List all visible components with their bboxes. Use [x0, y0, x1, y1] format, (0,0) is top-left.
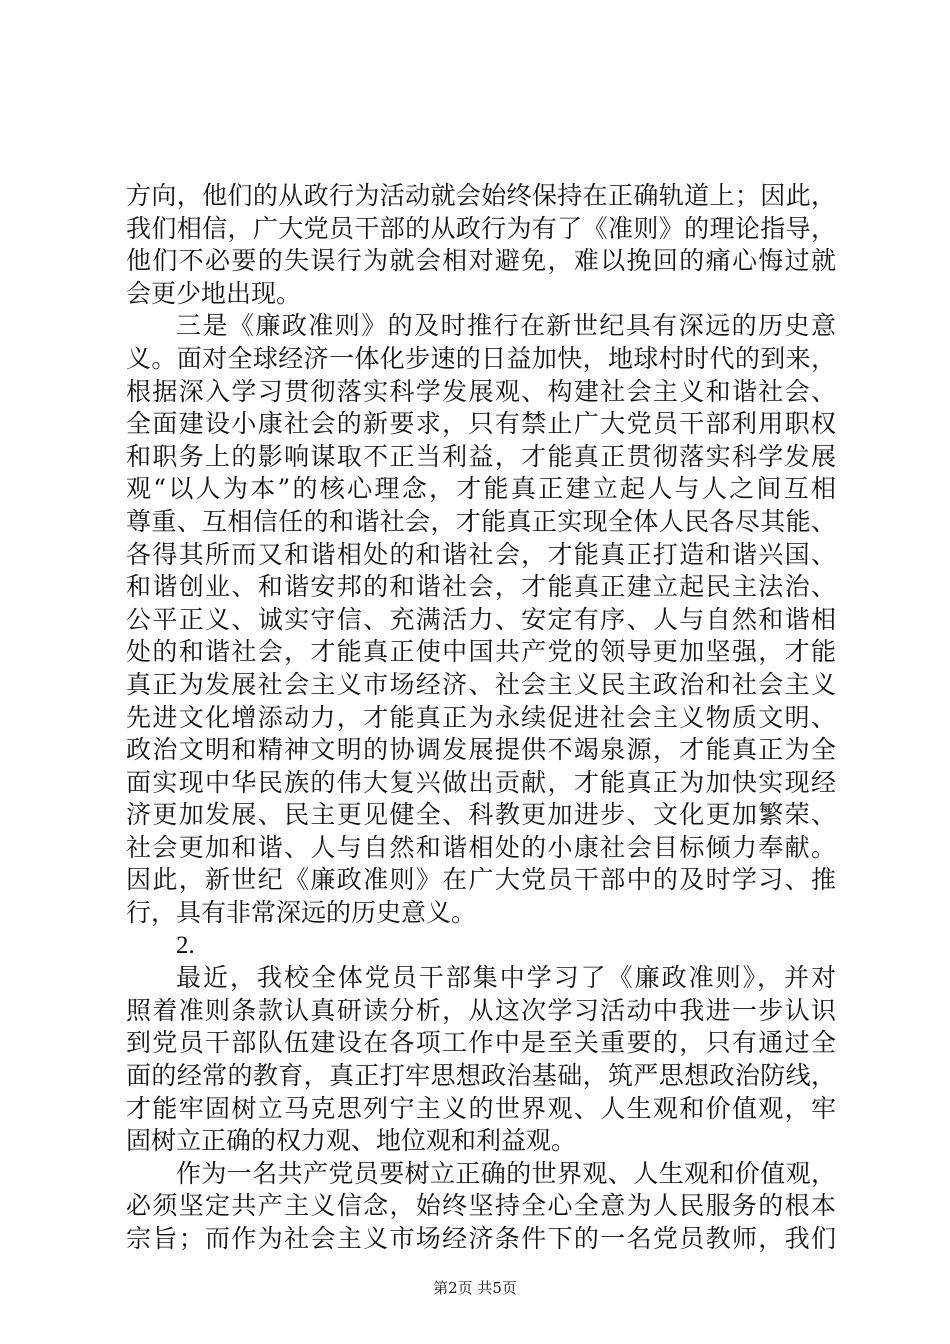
text-line: 行，具有非常深远的历史意义。: [126, 898, 477, 928]
text-line: 作为一名共产党员要树立正确的世界观、人生观和价值观，: [176, 1158, 836, 1188]
text-line: 他们不必要的失误行为就会相对避免，难以挽回的痛心悔过就: [126, 246, 836, 276]
text-line: 因此，新世纪《廉政准则》在广大党员干部中的及时学习、推: [126, 865, 836, 895]
text-line: 政治文明和精神文明的协调发展提供不竭泉源，才能真正为全: [126, 735, 836, 765]
text-line: 必须坚定共产主义信念，始终坚持全心全意为人民服务的根本: [126, 1191, 836, 1221]
text-line: 全面建设小康社会的新要求，只有禁止广大党员干部利用职权: [126, 409, 836, 439]
document-body: [126, 180, 836, 1256]
text-line: 义。面对全球经济一体化步速的日益加快，地球村时代的到来，: [126, 343, 836, 373]
text-line: 方向，他们的从政行为活动就会始终保持在正确轨道上；因此，: [126, 181, 836, 210]
text-line: 处的和谐社会，才能真正使中国共产党的领导更加坚强，才能: [126, 637, 836, 667]
text-line: 和谐创业、和谐安邦的和谐社会，才能真正建立起民主法治、: [126, 572, 836, 602]
text-line: 我们相信，广大党员干部的从政行为有了《准则》的理论指导，: [126, 213, 836, 243]
text-line: 三是《廉政准则》的及时推行在新世纪具有深远的历史意: [176, 311, 836, 341]
text-line: 观“以人为本”的核心理念，才能真正建立起人与人之间互相: [126, 474, 836, 504]
text-line: 社会更加和谐、人与自然和谐相处的小康社会目标倾力奉献。: [126, 832, 836, 862]
text-line: 和职务上的影响谋取不正当利益，才能真正贯彻落实科学发展: [126, 441, 836, 471]
text-line: 尊重、互相信任的和谐社会，才能真正实现全体人民各尽其能、: [126, 506, 836, 536]
text-line: 面实现中华民族的伟大复兴做出贡献，才能真正为加快实现经: [126, 767, 836, 797]
text-line: 2.: [176, 931, 195, 959]
text-line: 济更加发展、民主更见健全、科教更加进步、文化更加繁荣、: [126, 800, 836, 830]
text-line: 固树立正确的权力观、地位观和利益观。: [126, 1126, 577, 1156]
text-line: 根据深入学习贯彻落实科学发展观、构建社会主义和谐社会、: [126, 376, 836, 406]
text-line: 会更少地出现。: [126, 278, 302, 308]
text-line: 公平正义、诚实守信、充满活力、安定有序、人与自然和谐相: [126, 604, 836, 634]
text-line: 面的经常的教育，真正打牢思想政治基础，筑严思想政治防线，: [126, 1061, 836, 1091]
text-line: 宗旨；而作为社会主义市场经济条件下的一名党员教师，我们: [126, 1224, 836, 1253]
text-line: 真正为发展社会主义市场经济、社会主义民主政治和社会主义: [126, 669, 836, 699]
text-line: 照着准则条款认真研读分析，从这次学习活动中我进一步认识: [126, 995, 836, 1025]
page-footer: 第2页 共5页: [433, 1279, 517, 1297]
text-line: 先进文化增添动力，才能真正为永续促进社会主义物质文明、: [126, 702, 836, 732]
text-line: 到党员干部队伍建设在各项工作中是至关重要的，只有通过全: [126, 1028, 836, 1058]
text-line: 各得其所而又和谐相处的和谐社会，才能真正打造和谐兴国、: [126, 539, 836, 569]
text-line: 才能牢固树立马克思列宁主义的世界观、人生观和价值观，牢: [126, 1093, 836, 1123]
text-line: 最近，我校全体党员干部集中学习了《廉政准则》，并对: [176, 963, 836, 993]
